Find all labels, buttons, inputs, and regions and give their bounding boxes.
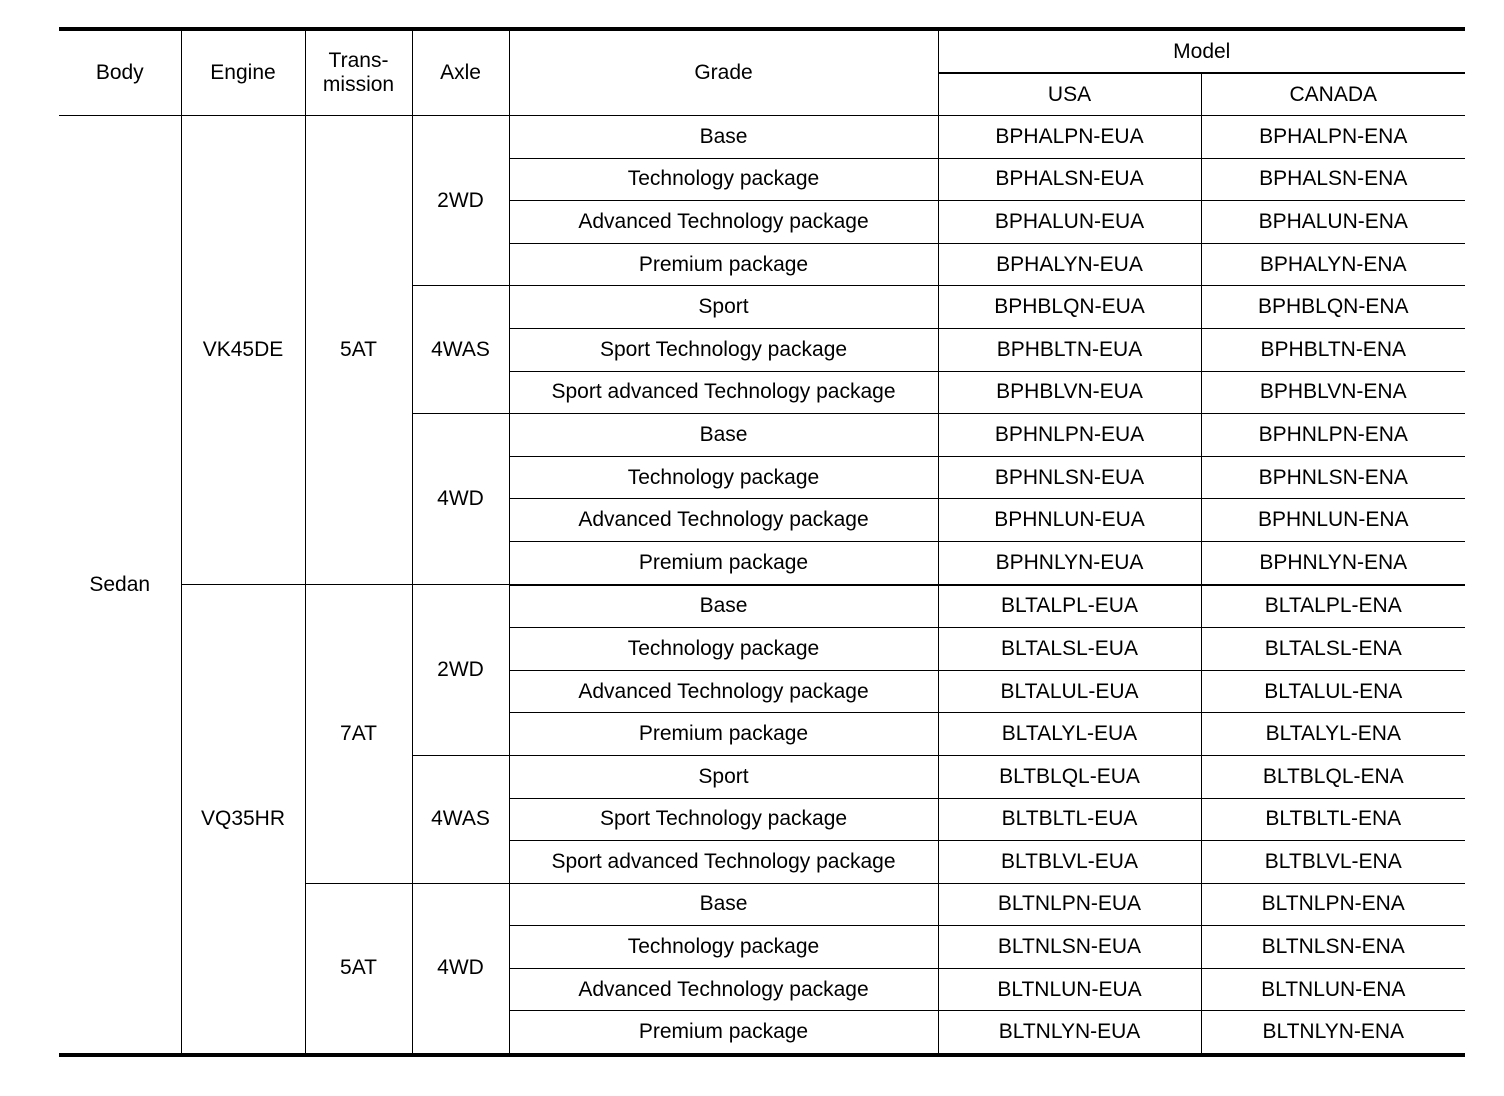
header-body: Body — [59, 29, 181, 116]
table-row — [59, 585, 1465, 628]
grade-cell: Advanced Technology package — [509, 201, 938, 244]
usa-model-cell: BPHNLPN-EUA — [938, 414, 1201, 457]
usa-model-cell: BLTALSL-EUA — [938, 628, 1201, 671]
grade-cell: Base — [509, 414, 938, 457]
header-transmission: Trans- mission — [305, 29, 412, 116]
axle-cell: 2WD — [412, 585, 509, 756]
grade-cell: Base — [509, 585, 938, 628]
canada-model-cell: BLTALPL-ENA — [1201, 585, 1465, 628]
canada-model-cell: BLTBLVL-ENA — [1201, 841, 1465, 884]
grade-cell: Technology package — [509, 158, 938, 201]
canada-model-cell: BPHBLVN-ENA — [1201, 371, 1465, 414]
usa-model-cell: BLTNLUN-EUA — [938, 968, 1201, 1011]
canada-model-cell: BLTNLUN-ENA — [1201, 968, 1465, 1011]
model-table — [59, 27, 1465, 1057]
transmission-cell: 5AT — [305, 883, 412, 1055]
grade-cell: Technology package — [509, 456, 938, 499]
axle-cell: 4WAS — [412, 755, 509, 883]
table-header — [59, 29, 1465, 116]
canada-model-cell: BPHALUN-ENA — [1201, 201, 1465, 244]
usa-model-cell: BPHALUN-EUA — [938, 201, 1201, 244]
body-cell: Sedan — [59, 116, 181, 1056]
grade-cell: Sport — [509, 755, 938, 798]
canada-model-cell: BLTALSL-ENA — [1201, 628, 1465, 671]
axle-cell: 4WD — [412, 883, 509, 1055]
grade-cell: Sport Technology package — [509, 328, 938, 371]
engine-cell: VQ35HR — [181, 585, 305, 1056]
axle-cell: 4WAS — [412, 286, 509, 414]
usa-model-cell: BPHNLYN-EUA — [938, 541, 1201, 584]
grade-cell: Sport advanced Technology package — [509, 841, 938, 884]
usa-model-cell: BPHNLSN-EUA — [938, 456, 1201, 499]
canada-model-cell: BPHNLSN-ENA — [1201, 456, 1465, 499]
grade-cell: Advanced Technology package — [509, 670, 938, 713]
canada-model-cell: BLTNLSN-ENA — [1201, 926, 1465, 969]
table-body — [59, 116, 1465, 1056]
canada-model-cell: BPHALPN-ENA — [1201, 116, 1465, 159]
usa-model-cell: BPHBLVN-EUA — [938, 371, 1201, 414]
usa-model-cell: BLTNLSN-EUA — [938, 926, 1201, 969]
axle-cell: 4WD — [412, 414, 509, 585]
usa-model-cell: BPHALSN-EUA — [938, 158, 1201, 201]
usa-model-cell: BPHALPN-EUA — [938, 116, 1201, 159]
header-canada: CANADA — [1201, 73, 1465, 116]
transmission-cell: 5AT — [305, 116, 412, 585]
usa-model-cell: BLTBLQL-EUA — [938, 755, 1201, 798]
usa-model-cell: BPHBLTN-EUA — [938, 328, 1201, 371]
usa-model-cell: BLTNLPN-EUA — [938, 883, 1201, 926]
engine-cell: VK45DE — [181, 116, 305, 585]
canada-model-cell: BLTALYL-ENA — [1201, 713, 1465, 756]
canada-model-cell: BPHNLUN-ENA — [1201, 499, 1465, 542]
canada-model-cell: BPHNLPN-ENA — [1201, 414, 1465, 457]
canada-model-cell: BPHNLYN-ENA — [1201, 541, 1465, 584]
usa-model-cell: BPHALYN-EUA — [938, 243, 1201, 286]
grade-cell: Sport advanced Technology package — [509, 371, 938, 414]
canada-model-cell: BLTBLTL-ENA — [1201, 798, 1465, 841]
grade-cell: Premium package — [509, 1011, 938, 1055]
usa-model-cell: BLTALUL-EUA — [938, 670, 1201, 713]
usa-model-cell: BLTNLYN-EUA — [938, 1011, 1201, 1055]
canada-model-cell: BPHALYN-ENA — [1201, 243, 1465, 286]
header-engine: Engine — [181, 29, 305, 116]
canada-model-cell: BPHBLQN-ENA — [1201, 286, 1465, 329]
grade-cell: Premium package — [509, 541, 938, 584]
usa-model-cell: BLTBLTL-EUA — [938, 798, 1201, 841]
canada-model-cell: BLTBLQL-ENA — [1201, 755, 1465, 798]
header-usa: USA — [938, 73, 1201, 116]
usa-model-cell: BLTALPL-EUA — [938, 585, 1201, 628]
transmission-cell: 7AT — [305, 585, 412, 884]
grade-cell: Technology package — [509, 628, 938, 671]
grade-cell: Sport Technology package — [509, 798, 938, 841]
grade-cell: Technology package — [509, 926, 938, 969]
grade-cell: Base — [509, 883, 938, 926]
grade-cell: Premium package — [509, 243, 938, 286]
header-grade: Grade — [509, 29, 938, 116]
canada-model-cell: BLTNLPN-ENA — [1201, 883, 1465, 926]
usa-model-cell: BPHBLQN-EUA — [938, 286, 1201, 329]
canada-model-cell: BLTNLYN-ENA — [1201, 1011, 1465, 1055]
grade-cell: Sport — [509, 286, 938, 329]
usa-model-cell: BLTALYL-EUA — [938, 713, 1201, 756]
usa-model-cell: BLTBLVL-EUA — [938, 841, 1201, 884]
axle-cell: 2WD — [412, 116, 509, 286]
header-model: Model — [938, 29, 1465, 73]
canada-model-cell: BPHALSN-ENA — [1201, 158, 1465, 201]
header-axle: Axle — [412, 29, 509, 116]
table-row — [59, 116, 1465, 159]
usa-model-cell: BPHNLUN-EUA — [938, 499, 1201, 542]
grade-cell: Premium package — [509, 713, 938, 756]
canada-model-cell: BLTALUL-ENA — [1201, 670, 1465, 713]
canada-model-cell: BPHBLTN-ENA — [1201, 328, 1465, 371]
grade-cell: Base — [509, 116, 938, 159]
grade-cell: Advanced Technology package — [509, 499, 938, 542]
grade-cell: Advanced Technology package — [509, 968, 938, 1011]
